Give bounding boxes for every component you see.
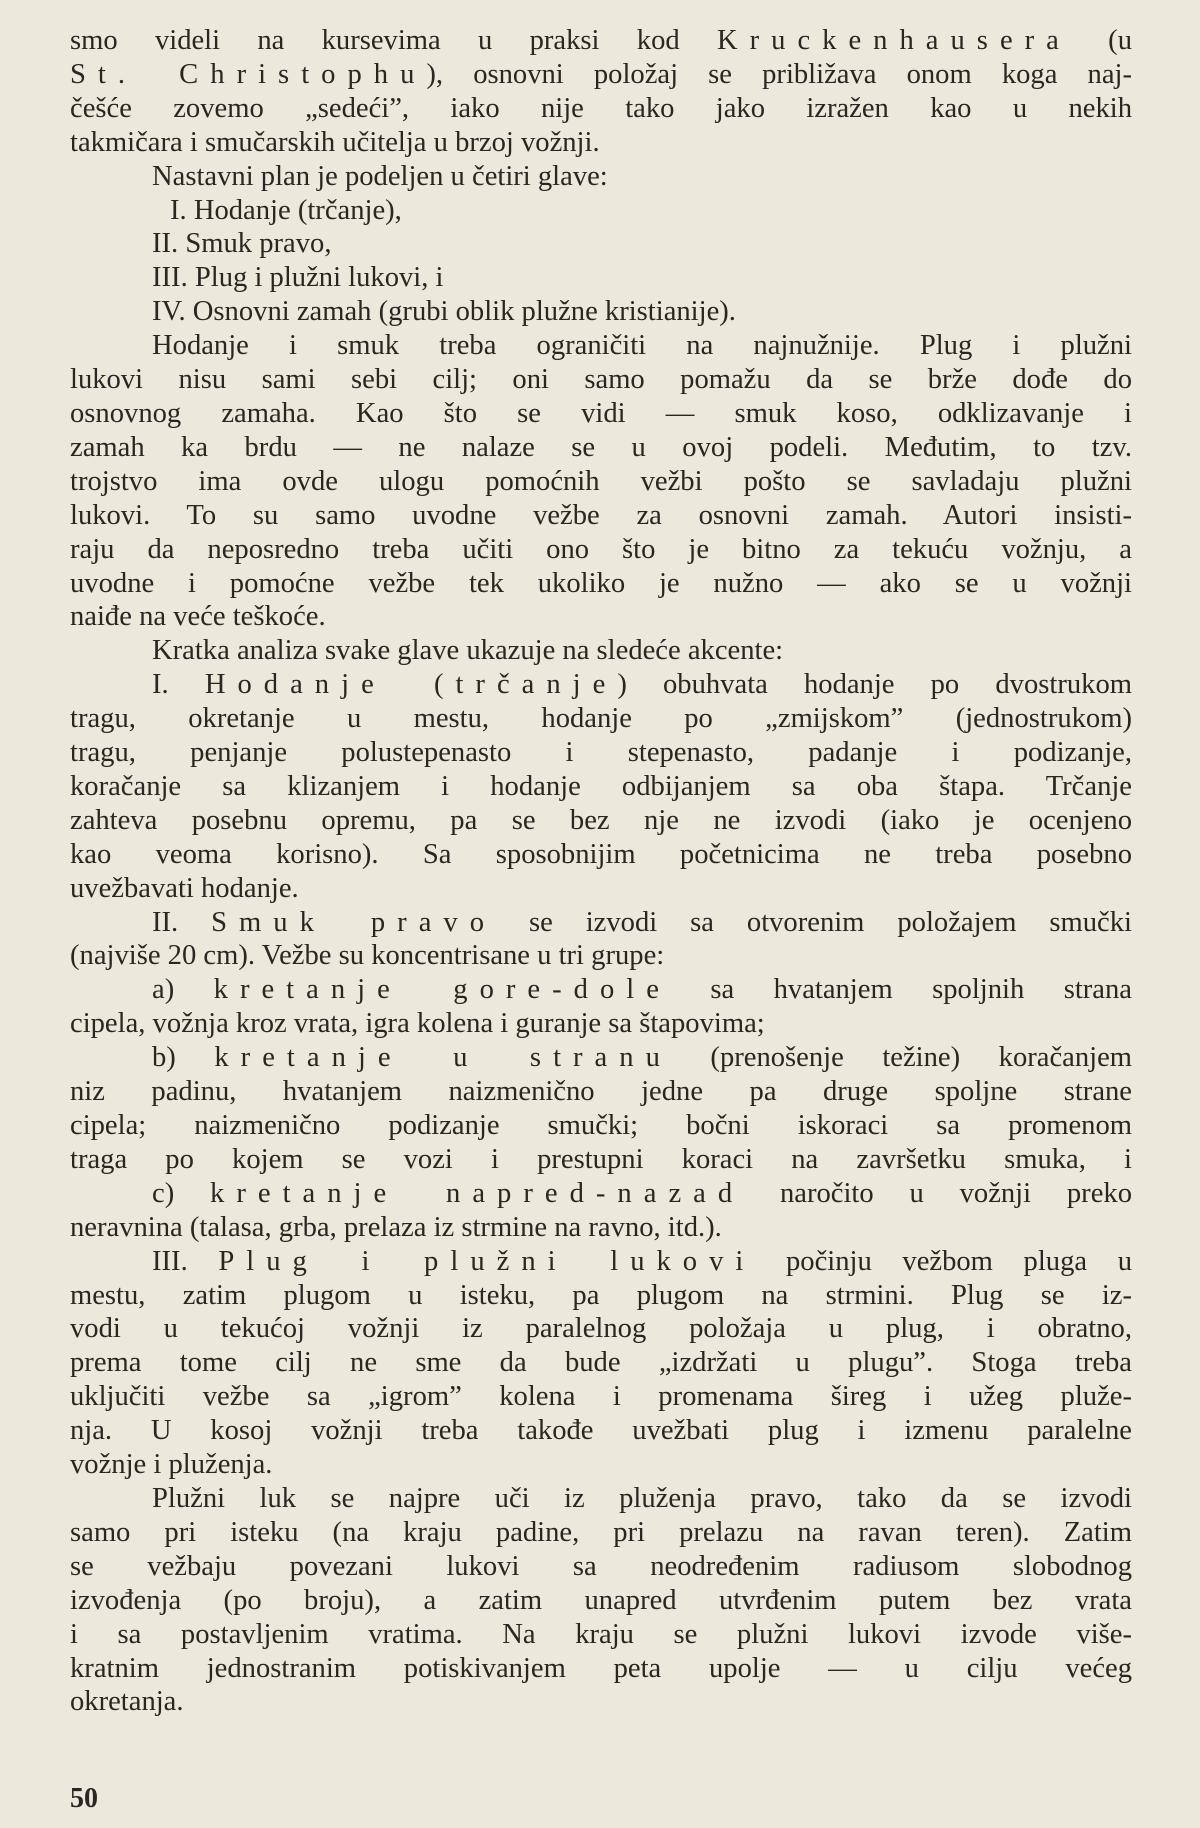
text-run: kao veoma korisno). Sa sposobnijim početnicima ne treba posebno [70, 838, 1132, 870]
text-line [70, 973, 1132, 1007]
text-line [70, 92, 1132, 126]
text-run: vodi u tekućoj vožnji iz paralelnog položaja u plug, i obratno, [70, 1313, 1132, 1345]
text-run: Hodanje i smuk treba ograničiti na najnužnije. Plug i plužni [152, 330, 1132, 362]
text-line [70, 1041, 1132, 1075]
text-line [70, 465, 1132, 499]
text-line [70, 397, 1132, 431]
text-run: Kratka analiza svake glave ukazuje na sledeće akcente: [152, 635, 784, 667]
text-run: i sa postavljenim vratima. Na kraju se plužni lukovi izvode više- [70, 1618, 1132, 1650]
spaced-emphasis: Hodanje (trčanje [204, 669, 618, 701]
text-line [70, 1584, 1132, 1618]
text-run: tragu, penjanje polustepenasto i stepenasto, padanje i podizanje, [70, 737, 1132, 769]
text-line [70, 1245, 1132, 1279]
text-run: kratnim jednostranim potiskivanjem peta upolje — u cilju većeg [70, 1652, 1132, 1684]
spaced-emphasis: kretanje u stranu [214, 1042, 672, 1074]
text-run: koračanje sa klizanjem i hodanje odbijanjem sa oba štapa. Trčanje [70, 770, 1132, 802]
text-run: češće zovemo „sedeći”, iako nije tako jako izražen kao u nekih [70, 92, 1132, 124]
text-line [70, 1380, 1132, 1414]
text-line [70, 1007, 1132, 1041]
text-run: prema tome cilj ne sme da bude „izdržati u plugu”. Stoga treba [70, 1347, 1132, 1379]
text-line [70, 736, 1132, 770]
spaced-emphasis: Smuk pravo [211, 906, 497, 938]
text-run: Plužni luk se najpre uči iz pluženja pravo, tako da se izvodi [152, 1482, 1132, 1514]
text-line [70, 24, 1132, 58]
text-run: se vežbaju povezani lukovi sa neodređenim radiusom slobodnog [70, 1550, 1132, 1582]
spaced-emphasis: kretanje napred-nazad [210, 1177, 745, 1209]
text-line [70, 1143, 1132, 1177]
text-run: (u [1070, 25, 1132, 56]
text-line [70, 1279, 1132, 1313]
text-run: IV. Osnovni zamah (grubi oblik plužne kristianije). [152, 296, 736, 328]
text-run: c) [152, 1177, 211, 1209]
text-run: III. [152, 1245, 219, 1277]
text-line [70, 838, 1132, 872]
text-line [70, 295, 1132, 329]
text-run: Nastavni plan je podeljen u četiri glave: [152, 160, 608, 192]
text-line [70, 668, 1132, 702]
text-line [70, 804, 1132, 838]
text-run: takmičara i smučarskih učitelja u brzoj vožnji. [70, 126, 600, 158]
text-run: trojstvo ima ovde ulogu pomoćnih vežbi pošto se savladaju plužni [70, 465, 1132, 497]
text-run: traga po kojem se vozi i prestupni koraci na završetku smuka, i [70, 1143, 1132, 1175]
text-run: uključiti vežbe sa „igrom” kolena i promenama šireg i užeg pluže- [70, 1381, 1132, 1413]
text-line [70, 1075, 1132, 1109]
body-text [70, 24, 1132, 1719]
text-line [70, 499, 1132, 533]
text-line [70, 160, 1132, 194]
text-run: okretanja. [70, 1686, 184, 1718]
text-line [70, 1177, 1132, 1211]
text-run: raju da neposredno treba učiti ono što je bitno za tekuću vožnju, a [70, 533, 1132, 565]
text-run: se izvodi sa otvorenim položajem smučki [496, 906, 1132, 938]
text-run: smo videli na kursevima u praksi kod [70, 25, 717, 56]
text-line [70, 906, 1132, 940]
spaced-emphasis: St. Christophu [70, 58, 427, 90]
text-run: I. Hodanje (trčanje), [170, 194, 402, 226]
text-run: zamah ka brdu — ne nalaze se u ovoj podeli. Međutim, to tzv. [70, 431, 1132, 463]
text-run: neravnina (talasa, grba, prelaza iz strmine na ravno, itd.). [70, 1211, 722, 1243]
text-line [70, 1109, 1132, 1143]
text-line [70, 1516, 1132, 1550]
text-line [70, 329, 1132, 363]
text-run: samo pri isteku (na kraju padine, pri prelazu na ravan teren). Zatim [70, 1516, 1132, 1548]
text-run: nja. U kosoj vožnji treba takođe uvežbati plug i izmenu paralelne [70, 1415, 1132, 1447]
text-line [70, 1550, 1132, 1584]
text-run: lukovi nisu sami sebi cilj; oni samo pomažu da se brže dođe do [70, 364, 1132, 396]
text-run: II. [152, 906, 212, 938]
text-line [70, 1652, 1132, 1686]
text-run: počinju vežbom pluga u [755, 1245, 1132, 1277]
text-line [70, 194, 1132, 228]
text-run: cipela; naizmenično podizanje smučki; bočni iskoraci sa promenom [70, 1110, 1132, 1141]
text-line [70, 872, 1132, 906]
text-run: ) obuhvata hodanje po dvostrukom [617, 669, 1132, 701]
text-line [70, 1346, 1132, 1380]
text-run: izvođenja (po broju), a zatim unapred utvrđenim putem bez vrata [70, 1584, 1132, 1616]
spaced-emphasis: kretanje gore-dole [213, 974, 671, 1006]
text-line [70, 1211, 1132, 1245]
text-line [70, 939, 1132, 973]
text-line [70, 126, 1132, 160]
text-line [70, 533, 1132, 567]
text-line [70, 431, 1132, 465]
text-run: a) [152, 974, 214, 1006]
text-run: uvodne i pomoćne vežbe tek ukoliko je nužno — ako se u vožnji [70, 567, 1132, 599]
text-run: niz padinu, hvatanjem naizmenično jedne pa druge spoljne strane [70, 1076, 1132, 1108]
text-line [70, 1448, 1132, 1482]
text-line [70, 58, 1132, 92]
text-run: osnovnog zamaha. Kao što se vidi — smuk koso, odklizavanje i [70, 397, 1132, 429]
spaced-emphasis: Kruckenhausera [716, 25, 1071, 56]
spaced-emphasis: Plug i plužni lukovi [218, 1245, 756, 1277]
text-run: naročito u vožnji preko [744, 1177, 1132, 1209]
text-run: sa hvatanjem spoljnih strana [670, 974, 1132, 1006]
text-line [70, 363, 1132, 397]
text-run: II. Smuk pravo, [152, 228, 332, 260]
text-line [70, 1482, 1132, 1516]
text-line [70, 770, 1132, 804]
text-line [70, 702, 1132, 736]
text-run: b) [152, 1042, 215, 1074]
text-run: naiđe na veće teškoće. [70, 601, 326, 633]
text-line [70, 600, 1132, 634]
text-run: mestu, zatim plugom u isteku, pa plugom na strmini. Plug se iz- [70, 1279, 1132, 1311]
text-run: ), osnovni položaj se približava onom koga naj- [426, 58, 1133, 90]
text-run: lukovi. To su samo uvodne vežbe za osnovni zamah. Autori insisti- [70, 499, 1132, 531]
text-run: zahteva posebnu opremu, pa se bez nje ne izvodi (iako je ocenjeno [70, 804, 1132, 836]
text-run: (najviše 20 cm). Vežbe su koncentrisane u tri grupe: [70, 940, 665, 972]
text-run: tragu, okretanje u mestu, hodanje po „zmijskom” (jednostrukom) [70, 703, 1132, 735]
text-line [70, 1618, 1132, 1652]
text-run: (prenošenje težine) koračanjem [671, 1042, 1133, 1074]
text-line [70, 227, 1132, 261]
text-run: III. Plug i plužni lukovi, i [152, 262, 444, 294]
text-line [70, 1312, 1132, 1346]
text-line [70, 1685, 1132, 1719]
text-run: uvežbavati hodanje. [70, 872, 299, 904]
page-number: 50 [70, 1783, 98, 1814]
text-line [70, 1414, 1132, 1448]
text-line [70, 261, 1132, 295]
text-line [70, 567, 1132, 601]
text-run: I. [152, 669, 205, 701]
text-run: vožnje i pluženja. [70, 1449, 273, 1481]
text-line [70, 634, 1132, 668]
text-run: cipela, vožnja kroz vrata, igra kolena i guranje sa štapovima; [70, 1008, 765, 1040]
